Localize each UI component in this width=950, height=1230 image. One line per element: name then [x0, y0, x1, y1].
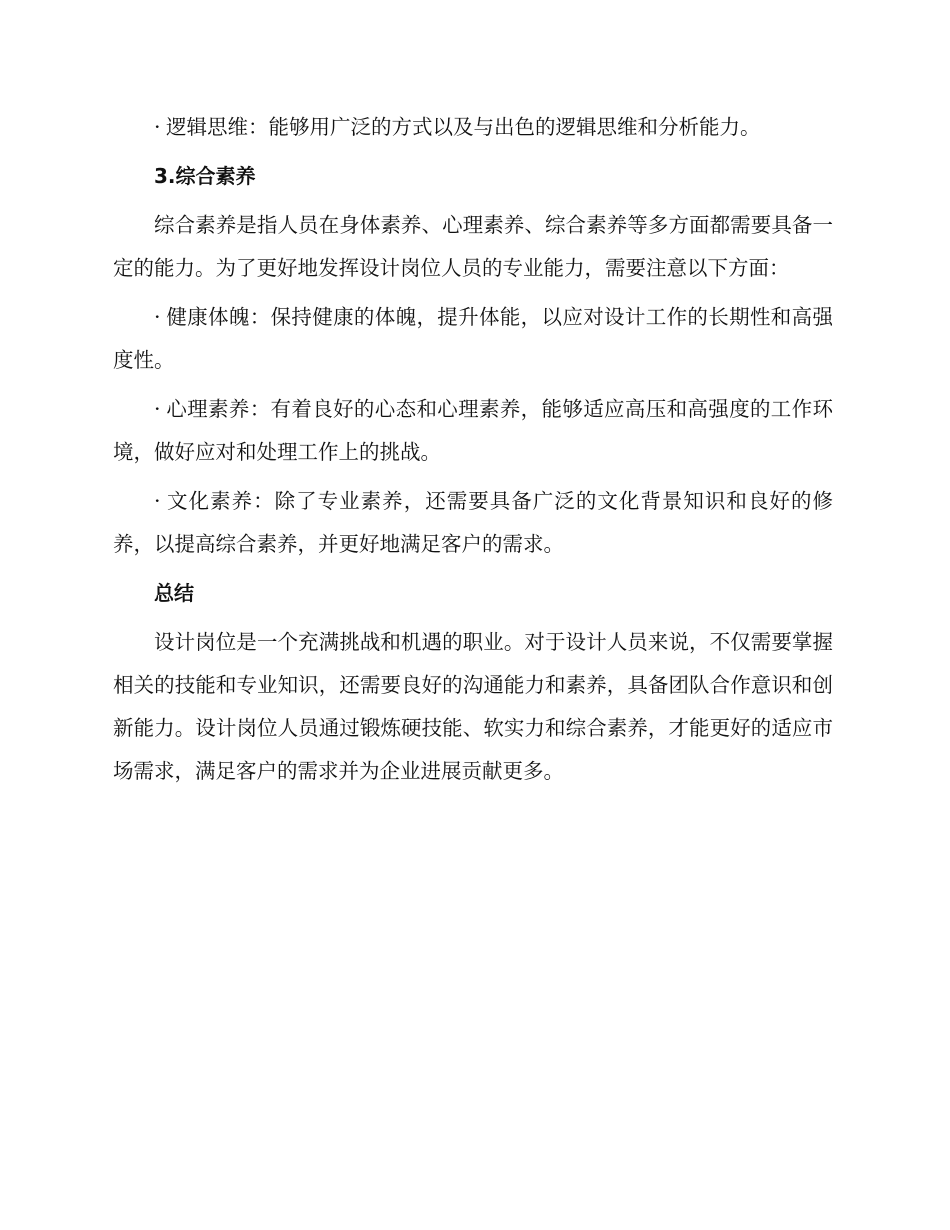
- bullet-culture: [113, 480, 833, 566]
- paragraph-comprehensive-quality-intro: 综合素养是指人员在身体素养、心理素养、综合素养等多方面都需要具备一定的能力。为了更好地发挥设计岗位人员的专业能力，需要注意以下方面：: [113, 213, 833, 280]
- bullet-text: 健康体魄：保持健康的体魄，提升体能，以应对设计工作的长期性和高强度性。: [113, 305, 833, 372]
- bullet-logic-thinking: [113, 106, 833, 149]
- bullet-health: [113, 296, 833, 382]
- bullet-psychology: [113, 388, 833, 474]
- section-heading-comprehensive-quality: 3.综合素养: [154, 164, 256, 188]
- section-heading-summary: 总结: [154, 581, 194, 605]
- bullet-mark: ·: [154, 115, 161, 139]
- bullet-text: 逻辑思维：能够用广泛的方式以及与出色的逻辑思维和分析能力。: [166, 115, 761, 139]
- paragraph-summary: 设计岗位是一个充满挑战和机遇的职业。对于设计人员来说，不仅需要掌握相关的技能和专业知识，还需要良好的沟通能力和素养，具备团队合作意识和创新能力。设计岗位人员通过锻炼硬技能、软实力和综合素养，才能更好的适应市场需求，满足客户的需求并为企业进展贡献更多。: [113, 630, 833, 783]
- bullet-text: 文化素养：除了专业素养，还需要具备广泛的文化背景知识和良好的修养，以提高综合素养，并更好地满足客户的需求。: [113, 489, 833, 556]
- document-body: [113, 106, 833, 799]
- bullet-mark: ·: [154, 305, 161, 329]
- bullet-mark: ·: [154, 489, 161, 513]
- bullet-mark: ·: [154, 397, 161, 421]
- bullet-text: 心理素养：有着良好的心态和心理素养，能够适应高压和高强度的工作环境，做好应对和处理工作上的挑战。: [113, 397, 833, 464]
